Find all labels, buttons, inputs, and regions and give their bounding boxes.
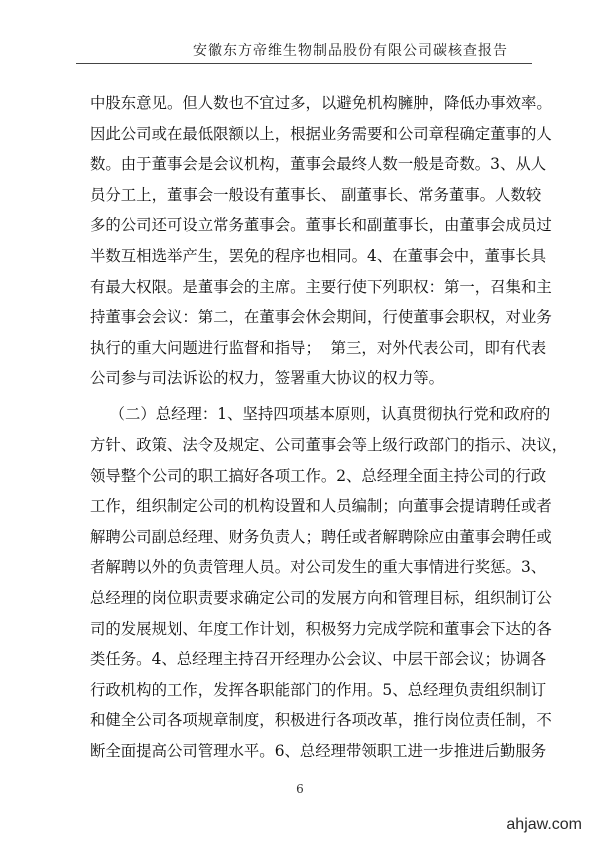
text-line: 解聘公司副总经理、财务负责人；聘任或者解聘除应由董事会聘任或: [90, 527, 552, 546]
paragraph-general-manager: [90, 399, 568, 766]
page-number: 6: [296, 782, 304, 796]
text-line: 持董事会会议：第二，在董事会休会期间，行使董事会职权，对业务: [90, 308, 552, 327]
text-line: 半数互相选举产生，罢免的程序也相同。4、在董事会中，董事长具: [90, 246, 547, 265]
text-line: 断全面提高公司管理水平。6、总经理带领职工进一步推进后勤服务: [90, 741, 547, 760]
text-line: 有最大权限。是董事会的主席。主要行使下列职权：第一，召集和主: [90, 277, 552, 296]
text-line: 方针、政策、法令及规定、公司董事会等上级行政部门的指示、决议，: [90, 435, 568, 454]
text-line: 行政机构的工作，发挥各职能部门的作用。5、总经理负责组织制订: [90, 680, 547, 699]
text-line: 公司参与司法诉讼的权力，签署重大协议的权力等。: [90, 369, 444, 388]
report-header-title: 安徽东方帝维生物制品股份有限公司碳核查报告: [193, 43, 508, 59]
site-watermark: ahjaw.com: [506, 816, 582, 833]
text-line: 总经理的岗位职责要求确定公司的发展方向和管理目标，组织制订公: [90, 588, 552, 607]
text-line: 多的公司还可设立常务董事会。董事长和副董事长，由董事会成员过: [90, 216, 552, 235]
text-line: 员分工上，董事会一般设有董事长、 副董事长、常务董事。人数较: [90, 185, 542, 204]
text-line: 执行的重大问题进行监督和指导； 第三，对外代表公司，即有代表: [90, 338, 547, 357]
text-line: 类任务。4、总经理主持召开经理办公会议、中层干部会议；协调各: [90, 650, 547, 669]
text-line: 领导整个公司的职工搞好各项工作。2、总经理全面主持公司的行政: [90, 466, 547, 485]
document-body: [90, 88, 568, 766]
text-line: 者解聘以外的负责管理人员。对公司发生的重大事情进行奖惩。3、: [90, 558, 547, 577]
paragraph-board-of-directors: [90, 88, 552, 399]
text-line: 数。由于董事会是会议机构，董事会最终人数一般是奇数。3、从人: [90, 155, 547, 174]
header-divider: [76, 63, 532, 64]
text-line: 因此公司或在最低限额以上，根据业务需要和公司章程确定董事的人: [90, 124, 552, 143]
text-line: 司的发展规划、年度工作计划，积极努力完成学院和董事会下达的各: [90, 619, 552, 638]
text-line: 中股东意见。但人数也不宜过多，以避免机构臃肿，降低办事效率。: [90, 94, 552, 112]
text-line: 工作，组织制定公司的机构设置和人员编制；向董事会提请聘任或者: [90, 497, 552, 516]
text-line: 和健全公司各项规章制度，积极进行各项改革，推行岗位责任制，不: [90, 711, 552, 730]
text-line: （二）总经理：1、坚持四项基本原则，认真贯彻执行党和政府的: [90, 405, 551, 424]
